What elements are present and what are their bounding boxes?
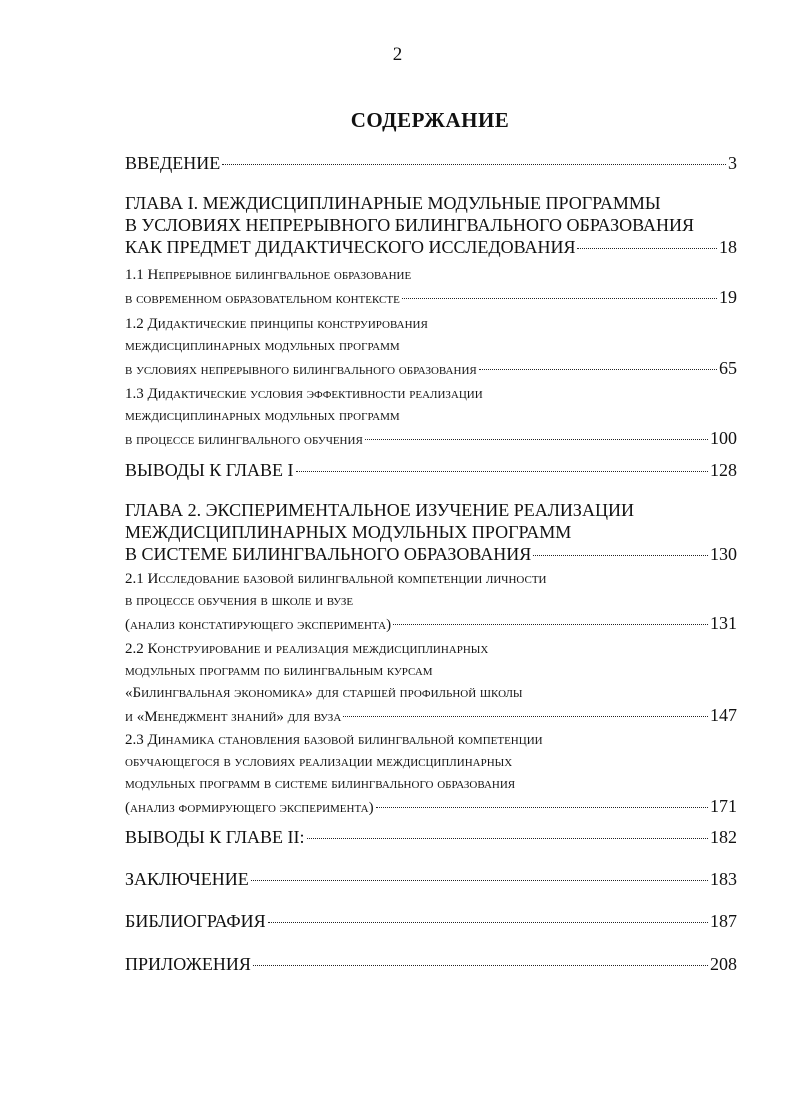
toc-entry-line: 1.1 Непрерывное билингвальное образование [125,267,412,283]
toc-entry-conclusions-chapter-2[interactable] [125,826,737,848]
toc-entry-title: (анализ формирующего эксперимента) [125,800,374,816]
dot-leader [479,369,717,370]
toc-entry-title: в процессе билингвального обучения [125,432,363,448]
toc-entry-title: ЗАКЛЮЧЕНИЕ [125,869,249,889]
toc-page-number: 130 [710,544,737,564]
toc-entry-title: В СИСТЕМЕ БИЛИНГВАЛЬНОГО ОБРАЗОВАНИЯ [125,544,532,564]
toc-entry-title: КАК ПРЕДМЕТ ДИДАКТИЧЕСКОГО ИССЛЕДОВАНИЯ [125,237,576,257]
toc-entry-conclusion[interactable] [125,868,737,890]
toc-entry-bibliography[interactable] [125,910,737,932]
toc-entry-line: «Билингвальная экономика» для старшей профильной школы [125,685,523,701]
toc-page-number: 187 [710,911,737,931]
dot-leader [376,807,708,808]
toc-entry-line: 2.1 Исследование базовой билингвальной компетенции личности [125,571,547,587]
dot-leader [577,248,717,249]
toc-page-number: 19 [719,287,737,307]
toc-entry-line: 1.2 Дидактические принципы конструирования [125,316,428,332]
toc-entry-section-2-2[interactable] [125,638,737,728]
toc-entry-line: ГЛАВА I. МЕЖДИСЦИПЛИНАРНЫЕ МОДУЛЬНЫЕ ПРОГРАММЫ [125,193,661,213]
dot-leader [307,838,708,839]
toc-entry-line: модульных программ в системе билингвального образования [125,776,516,792]
toc-entry-line: ГЛАВА 2. ЭКСПЕРИМЕНТАЛЬНОЕ ИЗУЧЕНИЕ РЕАЛИЗАЦИИ [125,500,634,520]
toc-page-number: 18 [719,237,737,257]
toc-entry-title: в современном образовательном контексте [125,291,400,307]
page-title: СОДЕРЖАНИЕ [350,108,510,132]
toc-entry-section-1-1[interactable] [125,264,737,310]
toc-entry-introduction[interactable] [125,152,737,174]
toc-entry-line: 2.2 Конструирование и реализация междисциплинарных [125,641,489,657]
dot-leader [253,965,708,966]
dot-leader [402,298,717,299]
dot-leader [222,164,726,165]
toc-entry-line: в процессе обучения в школе и вузе [125,593,354,609]
dot-leader [393,624,708,625]
toc-entry-section-2-1[interactable] [125,568,737,636]
toc-page-number: 100 [710,428,737,448]
toc-entry-chapter-2[interactable] [125,499,737,565]
toc-page-number: 3 [728,153,737,173]
toc-entry-section-2-3[interactable] [125,729,737,819]
toc-entry-section-1-2[interactable] [125,313,737,381]
toc-entry-title: и «Менеджмент знаний» для вуза [125,709,342,725]
toc-entry-line: междисциплинарных модульных программ [125,338,400,354]
toc-entry-title: ПРИЛОЖЕНИЯ [125,954,251,974]
toc-entry-line: междисциплинарных модульных программ [125,408,400,424]
dot-leader [268,922,708,923]
toc-entry-line: МЕЖДИСЦИПЛИНАРНЫХ МОДУЛЬНЫХ ПРОГРАММ [125,522,572,542]
toc-entry-chapter-1[interactable] [125,192,737,258]
toc-entry-title: ВВЕДЕНИЕ [125,153,221,173]
dot-leader [296,471,708,472]
toc-page-number: 147 [710,705,737,725]
toc-entry-conclusions-chapter-1[interactable] [125,459,737,481]
toc-entry-line: обучающегося в условиях реализации междисциплинарных [125,754,513,770]
dot-leader [533,555,708,556]
toc-entry-appendices[interactable] [125,953,737,975]
dot-leader [251,880,708,881]
toc-page-number: 182 [710,827,737,847]
toc-entry-title: ВЫВОДЫ К ГЛАВЕ II: [125,827,305,847]
toc-entry-line: модульных программ по билингвальным курсам [125,663,433,679]
toc-entry-title: в условиях непрерывного билингвального образования [125,362,477,378]
toc-page-number: 128 [710,460,737,480]
toc-page-number: 171 [710,796,737,816]
toc-page-number: 183 [710,869,737,889]
toc-entry-section-1-3[interactable] [125,383,737,451]
toc-entry-title: ВЫВОДЫ К ГЛАВЕ I [125,460,294,480]
toc-entry-title: (анализ констатирующего эксперимента) [125,617,392,633]
toc-entry-line: 2.3 Динамика становления базовой билингвальной компетенции [125,732,543,748]
toc-entry-line: В УСЛОВИЯХ НЕПРЕРЫВНОГО БИЛИНГВАЛЬНОГО ОБРАЗОВАНИЯ [125,215,694,235]
toc-page-number: 208 [710,954,737,974]
dot-leader [343,716,708,717]
toc-page-number: 65 [719,358,737,378]
toc-page-number: 131 [710,613,737,633]
dot-leader [365,439,708,440]
toc-entry-line: 1.3 Дидактические условия эффективности реализации [125,386,483,402]
toc-entry-title: БИБЛИОГРАФИЯ [125,911,266,931]
page-number: 2 [392,44,403,65]
